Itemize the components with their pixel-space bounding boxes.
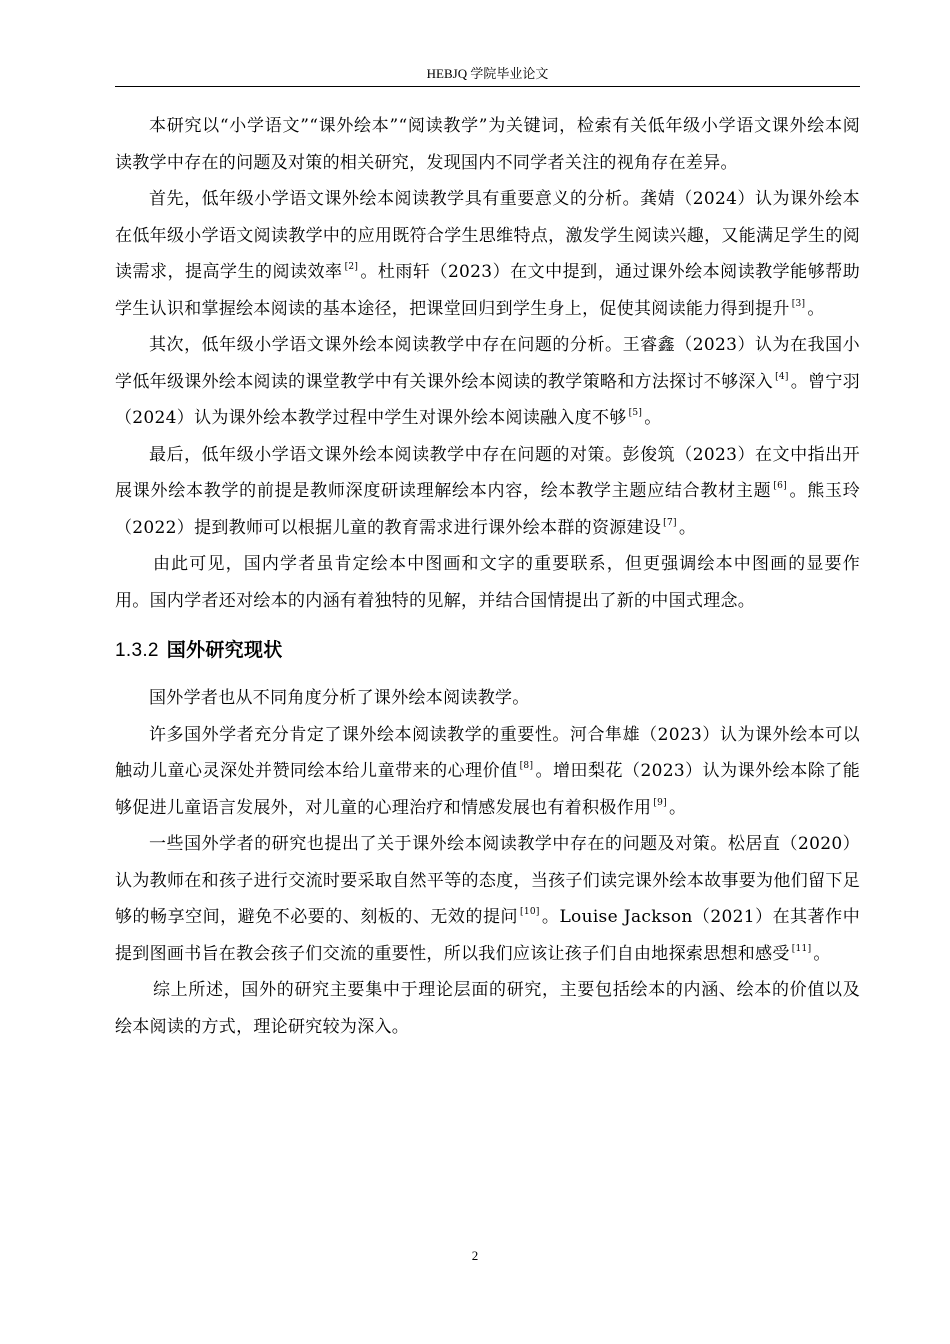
paragraph-domestic-summary: 由此可见，国内学者虽肯定绘本中图画和文字的重要联系，但更强调绘本中图画的显要作用。国内学者还对绘本的内涵有着独特的见解，并结合国情提出了新的中国式理念。 bbox=[115, 554, 860, 611]
paragraph-foreign-intro: 国外学者也从不同角度分析了课外绘本阅读教学。 bbox=[149, 688, 530, 708]
paragraph-foreign-importance: 许多国外学者充分肯定了课外绘本阅读教学的重要性。河合隼雄（2023）认为课外绘本可以触动儿童心灵深处并赞同绘本给儿童带来的心理价值 [8] 。增田梨花（2023）认为课外绘本除了能够促进儿童语言发展外，对儿童的心理治疗和情感发展也有着积极作用 [9] 。 bbox=[115, 724, 861, 818]
paragraph-significance: 首先，低年级小学语文课外绘本阅读教学具有重要意义的分析。龚婧（2024）认为课外绘本在低年级小学语文阅读教学中的应用既符合学生思维特点，激发学生阅读兴趣，又能满足学生的阅读需求，提高学生的阅读效率 [2] 。杜雨轩（2023）在文中提到，通过课外绘本阅读教学能够帮助学生认识和掌握绘本阅读的基本途径，把课堂回归到学生身上，促使其阅读能力得到提升 [3] 。 bbox=[115, 189, 860, 319]
page-number: 2 bbox=[471, 1248, 479, 1263]
header-rule bbox=[115, 86, 860, 87]
citation-ref: [7] bbox=[663, 517, 677, 528]
paragraph-problems: 其次，低年级小学语文课外绘本阅读教学中存在问题的分析。王睿鑫（2023）认为在我国小学低年级课外绘本阅读的课堂教学中有关课外绘本阅读的教学策略和方法探讨不够深入 [4] 。曾宁羽（2024）认为课外绘本教学过程中学生对课外绘本阅读融入度不够 [5] 。 bbox=[115, 335, 860, 428]
citation-ref: [8] bbox=[519, 761, 534, 771]
citation-ref: [9] bbox=[653, 797, 667, 808]
citation-ref: [10] bbox=[520, 907, 540, 917]
paragraph-countermeasures: 最后，低年级小学语文课外绘本阅读教学中存在问题的对策。彭俊筑（2023）在文中指出开展课外绘本教学的前提是教师深度研读理解绘本内容，绘本教学主题应结合教材主题 [6] 。熊玉玲（2022）提到教师可以根据儿童的教育需求进行课外绘本群的资源建设 [7] 。 bbox=[115, 444, 860, 538]
citation-ref: [3] bbox=[791, 298, 806, 309]
paragraph-intro: 本研究以“小学语文”“课外绘本”“阅读教学”为关键词，检索有关低年级小学语文课外绘本阅读教学中存在的问题及对策的相关研究，发现国内不同学者关注的视角存在差异。 bbox=[115, 116, 860, 173]
section-number: 1.3.2 bbox=[115, 640, 159, 661]
body-text bbox=[115, 108, 860, 1045]
section-title: 国外研究现状 bbox=[166, 639, 283, 661]
running-header: HEBJQ 学院毕业论文 bbox=[426, 66, 549, 81]
paragraph-foreign-summary: 综上所述，国外的研究主要集中于理论层面的研究，主要包括绘本的内涵、绘本的价值以及绘本阅读的方式，理论研究较为深入。 bbox=[115, 980, 860, 1037]
citation-ref: [5] bbox=[628, 408, 643, 418]
section-heading bbox=[115, 627, 860, 674]
citation-ref: [2] bbox=[344, 262, 359, 272]
citation-ref: [4] bbox=[775, 371, 789, 382]
paragraph-foreign-problems: 一些国外学者的研究也提出了关于课外绘本阅读教学中存在的问题及对策。松居直（2020）认为教师在和孩子进行交流时要采取自然平等的态度，当孩子们读完课外绘本故事要为他们留下足够的畅享空间，避免不必要的、刻板的、无效的提问 [10] 。Louise Jackson（2021）在其著作中提到图画书旨在教会孩子们交流的重要性，所以我们应该让孩子们自由地探索思想和感受 [11] 。 bbox=[115, 834, 860, 964]
citation-ref: [11] bbox=[791, 943, 812, 954]
citation-ref: [6] bbox=[773, 481, 788, 491]
